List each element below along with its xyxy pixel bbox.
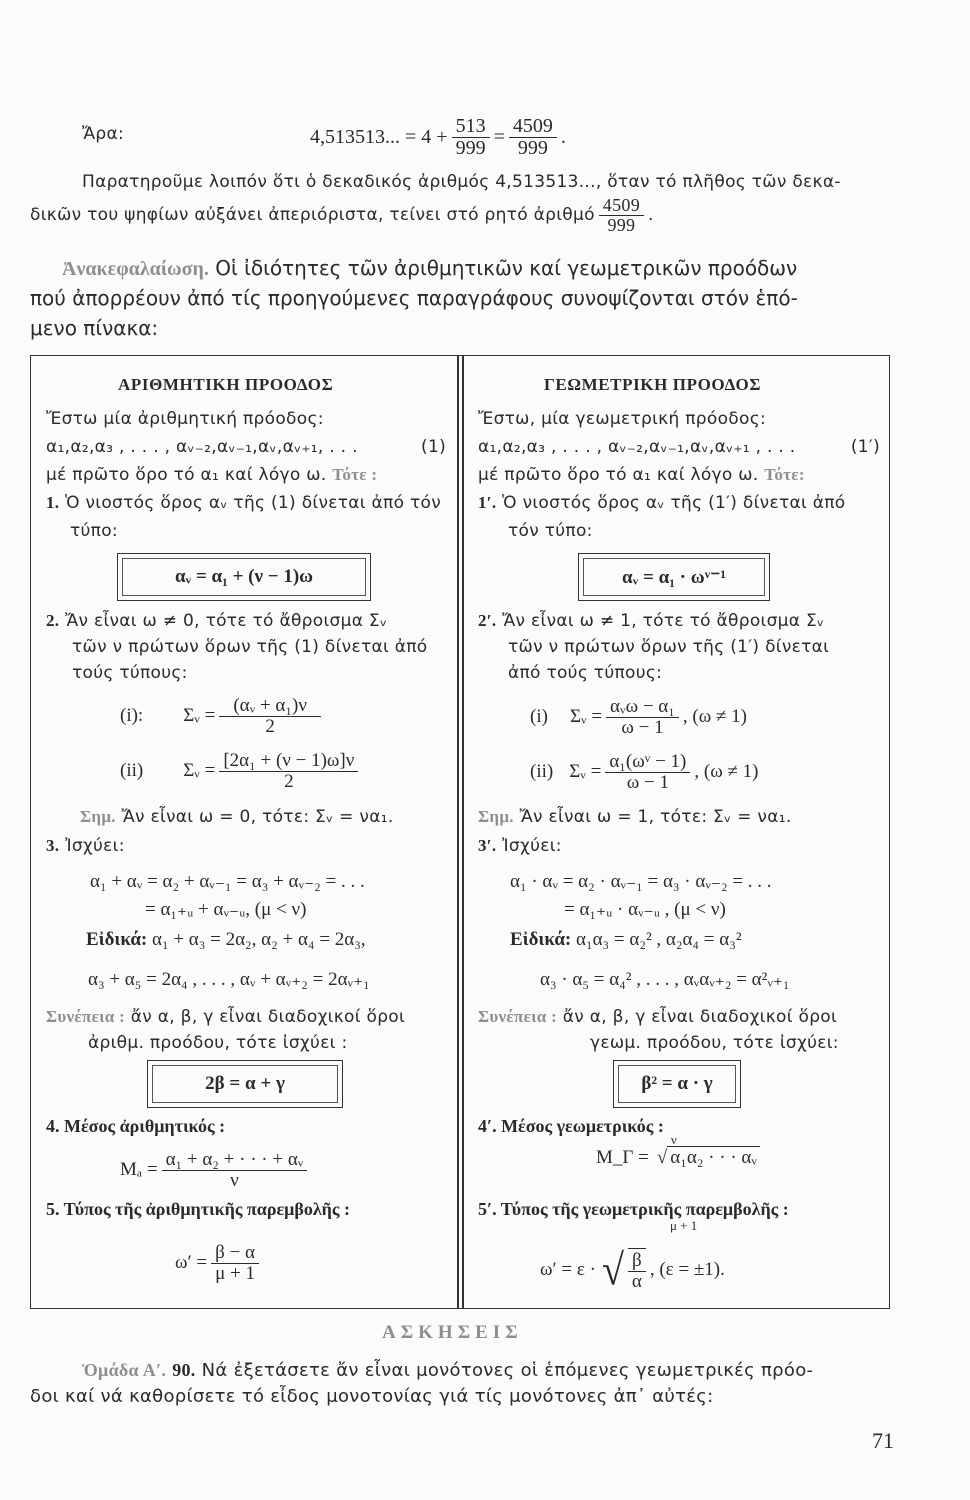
frac-den: α [631, 1270, 642, 1292]
left-header: ΑΡΙΘΜΗΤΙΚΗ ΠΡΟΟΔΟΣ [118, 375, 334, 394]
frac-den: 999 [517, 137, 548, 159]
decimal-equation [310, 116, 566, 159]
left-sequence [46, 437, 446, 457]
frac-num: β [628, 1251, 646, 1272]
point-text: Ἰσχύει: [502, 836, 562, 856]
frac-den: ω − 1 [626, 771, 669, 793]
frac-num: 4509 [599, 196, 644, 216]
root-index: ν [670, 1132, 677, 1147]
radicand: α₁α₂ · · · αᵥ [667, 1146, 760, 1169]
tote-label: Τότε : [332, 465, 378, 484]
frac-den: 2 [265, 715, 275, 737]
nth-term-formula: αᵥ = α₁ · ωᵛ⁻¹ [621, 566, 727, 588]
left-point-1-line-2: τύπο: [70, 521, 118, 541]
right-point-5: 5′. Τύπος τῆς γεωμετρικῆς παρεμβολῆς : [478, 1199, 789, 1219]
left-formula-box-1 [117, 553, 371, 601]
formula-label: (i) [530, 706, 548, 728]
left-point-1 [46, 493, 441, 513]
page-number: 71 [872, 1428, 894, 1453]
formula-condition: , (ω ≠ 1) [682, 706, 747, 728]
left-intro: Ἔστω μία ἀριθμητική πρόοδος: [46, 409, 324, 429]
right-mean-formula [596, 1132, 760, 1169]
fraction-4509-999 [509, 116, 557, 159]
middle-term-formula: β² = α · γ [641, 1073, 713, 1094]
frac-num: α₁ + α₂ + · · · + αᵥ [162, 1150, 308, 1171]
radical-sign-icon: √ [601, 1244, 624, 1295]
formula-lhs: ω′ = [175, 1252, 208, 1274]
frac-num: 513 [452, 116, 490, 138]
left-special-1 [86, 929, 366, 951]
right-sum-formula-ii [530, 752, 758, 793]
ara-label: Ἄρα: [82, 124, 124, 144]
left-special-2: α₃ + α₅ = 2α₄ , . . . , αᵥ + αᵥ₊₂ = 2αᵥ₊₁ [88, 969, 370, 990]
period: . [648, 205, 654, 226]
right-point-2-line-2: τῶν ν πρώτων ὅρων τῆς (1′) δίνεται [508, 637, 830, 657]
consequence-text: ἄν α, β, γ εἶναι διαδοχικοί ὅροι [562, 1007, 838, 1027]
frac-num: α₁(ωᵛ − 1) [605, 752, 690, 773]
observation-line-2 [30, 196, 654, 235]
point-text: Ἄν εἶναι ω ≠ 1, τότε τό ἄθροισμα Σᵥ [502, 611, 825, 631]
frac-den: 2 [284, 770, 294, 792]
formula-lhs: M_Γ = [596, 1147, 649, 1168]
exercise-number: 90. [172, 1360, 196, 1380]
right-header: ΓΕΩΜΕΤΡΙΚΗ ΠΡΟΟΔΟΣ [544, 375, 762, 394]
formula-lhs: Σᵥ = [183, 760, 216, 782]
left-point-5: 5. Τύπος τῆς ἀριθμητικῆς παρεμβολῆς : [46, 1199, 350, 1219]
frac-den: 999 [455, 137, 486, 159]
point-text: Ὁ νιοστός ὅρος αᵥ τῆς (1′) δίνεται ἀπό [502, 493, 846, 513]
frac-num: (αᵥ + α₁)ν [219, 696, 321, 717]
radical-sign-icon: √ [656, 1147, 668, 1168]
nth-root [656, 1132, 760, 1169]
special-label: Εἰδικά: [86, 929, 148, 950]
exercises-title: ΑΣΚΗΣΕΙΣ [382, 1322, 523, 1343]
period: . [560, 126, 566, 148]
recap-title: Ἀνακεφαλαίωση. [62, 258, 209, 280]
recap-text: Οἱ ἰδιότητες τῶν ἀριθμητικῶν καί γεωμετρικῶν προόδων [215, 256, 798, 280]
group-label: Ὁμάδα Α′. [82, 1360, 167, 1380]
point-number: 2. [46, 611, 60, 630]
special-eq: α₁ + α₃ = 2α₂, α₂ + α₄ = 2α₃, [152, 929, 366, 950]
sequence-number: (1′) [850, 437, 880, 457]
left-equality-1: α₁ + αᵥ = α₂ + αᵥ₋₁ = α₃ + αᵥ₋₂ = . . . [90, 871, 365, 892]
left-point-3 [46, 836, 125, 856]
left-point-2-line-3: τούς τύπους: [72, 663, 188, 683]
point-number: 3′. [478, 836, 497, 855]
right-intro: Ἔστω, μία γεωμετρική πρόοδος: [478, 409, 767, 429]
right-first-term [478, 465, 805, 485]
right-interp-formula [540, 1218, 725, 1295]
first-term-text: μέ πρῶτο ὅρο τό α₁ καί λόγο ω. [46, 465, 327, 485]
left-formula-box-2 [147, 1060, 343, 1108]
left-point-2 [46, 611, 387, 631]
right-consequence [478, 1007, 837, 1027]
left-consequence-line-2: ἀριθμ. προόδου, τότε ἰσχύει : [88, 1033, 348, 1053]
frac-den: ω − 1 [621, 716, 664, 738]
right-equality-1: α₁ · αᵥ = α₂ · αᵥ₋₁ = α₃ · αᵥ₋₂ = . . . [510, 871, 772, 892]
right-point-1 [478, 493, 846, 513]
right-special-2: α₃ · α₅ = α₄² , . . . , αᵥαᵥ₊₂ = α²ᵥ₊₁ [540, 969, 790, 990]
middle-term-formula: 2β = α + γ [205, 1073, 285, 1094]
frac-num: 4509 [509, 116, 557, 138]
right-point-3 [478, 836, 562, 856]
formula-lhs: ω′ = ε · [540, 1258, 596, 1280]
fraction-513-999 [452, 116, 490, 159]
frac-num: β − α [211, 1243, 259, 1264]
right-formula-box-1 [578, 553, 770, 601]
right-consequence-line-2: γεωμ. προόδου, τότε ἰσχύει: [590, 1033, 839, 1053]
frac-num: αᵥω − α₁ [606, 697, 679, 718]
left-equality-2: = α₁₊ᵤ + αᵥ₋ᵤ, (μ < ν) [145, 899, 307, 920]
sum-fraction-i [606, 697, 679, 738]
right-special-1 [510, 929, 742, 951]
frac-den: ν [230, 1169, 239, 1191]
sequence-number: (1) [421, 437, 446, 457]
formula-label: (i): [120, 705, 144, 727]
table-divider-1 [457, 356, 459, 1308]
fraction-4509-999-small [599, 196, 644, 235]
left-note [80, 807, 394, 827]
left-sum-formula-ii [120, 751, 362, 792]
tote-label: Τότε: [764, 465, 805, 484]
frac-den: μ + 1 [215, 1262, 256, 1284]
observation-text: δικῶν του ψηφίων αὐξάνει ἀπεριόριστα, τείνει στό ρητό ἀριθμό [30, 205, 595, 226]
right-equality-2: = α₁₊ᵤ · αᵥ₋ᵤ , (μ < ν) [564, 899, 726, 920]
left-first-term [46, 465, 377, 485]
root-fraction [628, 1248, 646, 1292]
special-eq: α₁α₃ = α₂² , α₂α₄ = α₃² [576, 929, 742, 950]
left-point-4: 4. Μέσος ἀριθμητικός : [46, 1116, 226, 1136]
table-divider-2 [462, 356, 464, 1308]
formula-condition: , (ε = ±1). [649, 1258, 725, 1280]
point-text: Ὁ νιοστός ὅρος αᵥ τῆς (1) δίνεται ἀπό τόν [65, 493, 442, 513]
sum-fraction-ii [605, 752, 690, 793]
right-point-2-line-3: ἀπό τούς τύπους: [508, 663, 663, 683]
left-consequence [46, 1007, 405, 1027]
right-sum-formula-i [530, 697, 747, 738]
sequence-text: α₁,α₂,α₃ , . . . , αᵥ₋₂,αᵥ₋₁,αᵥ,αᵥ₊₁, . . . [46, 437, 358, 457]
special-label: Εἰδικά: [510, 929, 572, 950]
observation-line-1: Παρατηροῦμε λοιπόν ὅτι ὁ δεκαδικός ἀριθμός 4,513513..., ὅταν τό πλῆθος τῶν δεκα- [82, 172, 841, 192]
exercise-text: Νά ἐξετάσετε ἄν εἶναι μονότονες οἱ ἑπόμενες γεωμετρικές πρόο- [201, 1360, 814, 1381]
right-point-1-line-2: τόν τύπο: [508, 521, 593, 541]
sequence-text: α₁,α₂,α₃ , . . . , αᵥ₋₂,αᵥ₋₁,αᵥ,αᵥ₊₁ , . . . [478, 437, 796, 457]
consequence-label: Συνέπεια : [478, 1007, 558, 1026]
exercise-90-line-2: δοι καί νά καθορίσετε τό εἶδος μονοτονίας γιά τίς μονότονες ἀπ᾽ αὐτές: [30, 1386, 714, 1407]
note-label: Σημ. [80, 807, 116, 826]
point-text: Ἰσχύει: [65, 836, 125, 856]
recap-line-1 [62, 256, 797, 281]
right-point-4: 4′. Μέσος γεωμετρικός : [478, 1116, 664, 1136]
left-sum-formula-i [120, 696, 325, 737]
exercise-90-line-1 [82, 1360, 813, 1381]
right-point-2 [478, 611, 824, 631]
point-number: 3. [46, 836, 60, 855]
point-number: 2′. [478, 611, 497, 630]
right-formula-box-2 [613, 1060, 741, 1108]
left-interp-formula [175, 1243, 263, 1284]
note-text: Ἄν εἶναι ω = 0, τότε: Σᵥ = να₁. [121, 807, 394, 827]
consequence-label: Συνέπεια : [46, 1007, 126, 1026]
interp-fraction [211, 1243, 259, 1284]
left-mean-formula [120, 1150, 311, 1191]
first-term-text: μέ πρῶτο ὅρο τό α₁ καί λόγο ω. [478, 465, 759, 485]
nth-term-formula: αᵥ = α₁ + (ν − 1)ω [174, 566, 314, 587]
formula-lhs: Σᵥ = [569, 761, 602, 783]
right-note [478, 807, 792, 827]
mean-fraction [162, 1150, 308, 1191]
note-text: Ἄν εἶναι ω = 1, τότε: Σᵥ = να₁. [519, 807, 792, 827]
point-number: 1. [46, 493, 60, 512]
point-text: Ἄν εἶναι ω ≠ 0, τότε τό ἄθροισμα Σᵥ [65, 611, 388, 631]
right-sequence [478, 437, 880, 457]
formula-label: (ii) [120, 760, 144, 782]
root-index: μ + 1 [669, 1218, 698, 1233]
left-point-2-line-2: τῶν ν πρώτων ὅρων τῆς (1) δίνεται ἀπό [72, 637, 428, 657]
recap-line-3: μενο πίνακα: [30, 316, 159, 340]
formula-lhs: Σᵥ = [569, 706, 603, 728]
frac-num: [2α₁ + (ν − 1)ω]ν [219, 751, 358, 772]
sum-fraction-ii [219, 751, 358, 792]
note-label: Σημ. [478, 807, 514, 826]
consequence-text: ἄν α, β, γ εἶναι διαδοχικοί ὅροι [130, 1007, 406, 1027]
frac-den: 999 [607, 214, 636, 235]
point-number: 1′. [478, 493, 497, 512]
formula-lhs: Mₐ = [120, 1159, 158, 1181]
equals-sign: = [493, 126, 505, 148]
equation-lhs: 4,513513... = 4 + [310, 126, 448, 148]
formula-condition: , (ω ≠ 1) [694, 761, 759, 783]
formula-lhs: Σᵥ = [183, 705, 216, 727]
formula-label: (ii) [530, 761, 554, 783]
recap-line-2: πού ἀπορρέουν ἀπό τίς προηγούμενες παραγράφους συνοψίζονται στόν ἑπό- [30, 286, 798, 310]
sum-fraction-i [219, 696, 321, 737]
